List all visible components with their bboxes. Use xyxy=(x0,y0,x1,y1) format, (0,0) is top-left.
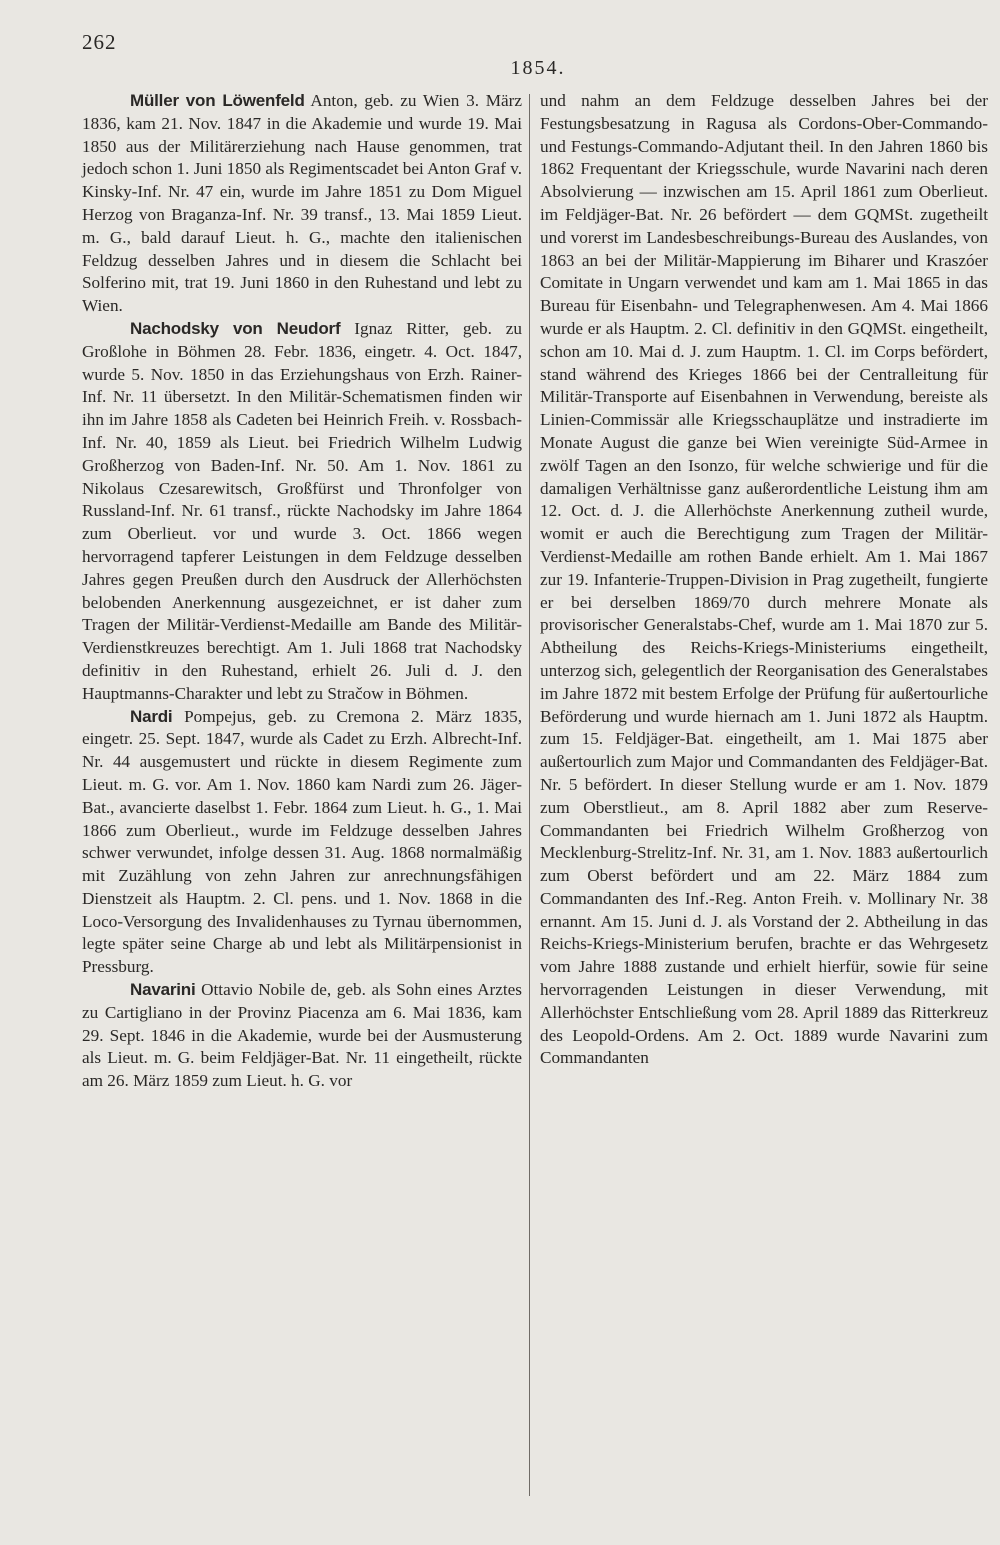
page-number: 262 xyxy=(82,30,117,54)
entry-text: Ottavio Nobile de, geb. als Sohn eines Arztes zu Cartigliano in der Provinz Piacenza am 6. Mai 1836, kam 29. Sept. 1846 in die Akademie, wurde bei der Ausmusterung als Lieut. m. G. beim Feldjäger-Bat. Nr. 11 eingetheilt, rückte am 26. März 1859 zum Lieut. h. G. vor xyxy=(82,980,522,1091)
entry-text: Pompejus, geb. zu Cremona 2. März 1835, eingetr. 25. Sept. 1847, wurde als Cadet zu Erzh. Albrecht-Inf. Nr. 44 ausgemustert und rückte in diesem Regimente zum Lieut. m. G. vor. Am 1. Nov. 1860 kam Nardi zum 26. Jäger-Bat., avancierte daselbst 1. Febr. 1864 zum Lieut. h. G., 1. Mai 1866 zum Oberlieut., wurde im Feldzuge desselben Jahres schwer verwundet, infolge dessen 31. Aug. 1868 normalmäßig mit Zuzählung von zehn Jahren zur anrechnungsfähigen Dienstzeit als Hauptm. 2. Cl. pens. und 1. Nov. 1868 in die Loco-Versorgung des Invalidenhauses zu Tyrnau übernommen, legte später seine Charge ab und lebt als Militärpensionist in Pressburg. xyxy=(82,706,522,977)
entry-navarini xyxy=(82,979,522,1093)
running-head-year: 1854. xyxy=(510,57,566,79)
entry-name: Nachodsky von Neudorf xyxy=(130,318,341,338)
entry-nachodsky xyxy=(82,318,522,706)
entry-nardi xyxy=(82,706,522,980)
entry-name: Navarini xyxy=(130,980,196,1000)
entry-name: Nardi xyxy=(130,706,173,726)
entry-mueller xyxy=(82,90,522,318)
entry-name: Müller von Löwenfeld xyxy=(130,91,305,110)
left-column xyxy=(82,90,522,1093)
column-divider xyxy=(529,94,530,1496)
entry-text: Anton, geb. zu Wien 3. März 1836, kam 21. Nov. 1847 in die Akademie und wurde 19. Mai 1850 aus der Militärerziehung nach Hause genommen, trat jedoch schon 1. Juni 1850 als Regimentscadet bei Anton Graf v. Kinsky-Inf. Nr. 47 ein, wurde im Jahre 1851 zu Dom Miguel Herzog von Braganza-Inf. Nr. 39 transf., 13. Mai 1859 Lieut. m. G., bald darauf Lieut. h. G., machte den italienischen Feldzug desselben Jahres und in diesem die Schlacht bei Solferino mit, trat 19. Juni 1860 in den Ruhestand und lebt zu Wien. xyxy=(82,91,522,316)
right-column xyxy=(540,90,988,1070)
entry-navarini-continuation: und nahm an dem Feldzuge desselben Jahres bei der Festungsbesatzung in Ragusa als Cordons-Ober-Commando- und Festungs-Commando-Adjutant theil. In den Jahren 1860 bis 1862 Frequentant der Kriegsschule, wurde Navarini nach deren Absolvierung — inzwischen am 15. April 1861 zum Oberlieut. im Feldjäger-Bat. Nr. 26 befördert — dem GQMSt. zugetheilt und vorerst im Landesbeschreibungs-Bureau des Auslandes, von 1863 an bei der Militär-Mappierung im Biharer und Kraszóer Comitate in Ungarn verwendet und kam am 1. Mai 1865 in das Bureau für Eisenbahn- und Telegraphenwesen. Am 4. Mai 1866 wurde er als Hauptm. 2. Cl. definitiv in den GQMSt. eingetheilt, schon am 10. Mai d. J. zum Hauptm. 1. Cl. im Corps befördert, stand während des Krieges 1866 bei der Centralleitung für Militär-Transporte auf Eisenbahnen in Verwendung, bereiste als Linien-Commissär alle Kriegsschauplätze und instradierte im Monate August die ganze bei Wien vereinigte Süd-Armee in zwölf Tagen an den Isonzo, für welche schwierige und für die damaligen Verhältnisse ganz außerordentliche Leistung ihm am 12. Oct. d. J. die Allerhöchste Anerkennung zutheil wurde, womit er auch die Berechtigung zum Tragen der Militär-Verdienst-Medaille am rothen Bande erhielt. Am 1. Mai 1867 zur 19. Infanterie-Truppen-Division in Prag zugetheilt, fungierte er bei derselben 1869/70 durch mehrere Monate als provisorischer Generalstabs-Chef, wurde am 1. Mai 1870 zur 5. Abtheilung des Reichs-Kriegs-Ministeriums eingetheilt, unterzog sich, gelegentlich der Reorganisation des Generalstabes im Jahre 1872 mit bestem Erfolge der Prüfung für außertourliche Beförderung und wurde hiernach am 1. Juni 1872 als Hauptm. zum 15. Feldjäger-Bat. eingetheilt, am 1. Mai 1875 aber außertourlich zum Major und Commandanten des Feldjäger-Bat. Nr. 5 befördert. In dieser Stellung wurde er am 1. Nov. 1879 zum Oberstlieut., am 8. April 1882 aber zum Reserve-Commandanten bei Friedrich Wilhelm Großherzog von Mecklenburg-Strelitz-Inf. Nr. 31, am 1. Nov. 1883 außertourlich zum Oberst befördert und am 22. März 1884 zum Commandanten des Inf.-Reg. Anton Freih. v. Mollinary Nr. 38 ernannt. Am 15. Juni d. J. als Vorstand der 2. Abtheilung in das Reichs-Kriegs-Ministerium berufen, brachte er das Wehrgesetz vom Jahre 1888 zustande und erhielt hierfür, sowie für seine hervorragenden Leistungen in dieser Verwendung, mit Allerhöchster Entschließung vom 28. April 1889 das Ritterkreuz des Leopold-Ordens. Am 2. Oct. 1889 wurde Navarini zum Commandanten xyxy=(540,91,988,1068)
entry-text: Ignaz Ritter, geb. zu Großlohe in Böhmen 28. Febr. 1836, eingetr. 4. Oct. 1847, wurde 5. Nov. 1850 in das Erziehungshaus von Erzh. Rainer-Inf. Nr. 11 übersetzt. In den Militär-Schematismen finden wir ihn im Jahre 1858 als Cadeten bei Heinrich Freih. v. Rossbach-Inf. Nr. 40, 1859 als Lieut. bei Friedrich Wilhelm Ludwig Großherzog von Baden-Inf. Nr. 50. Am 1. Nov. 1861 zu Nikolaus Czesarewitsch, Großfürst und Thronfolger von Russland-Inf. Nr. 61 transf., rückte Nachodsky im Jahre 1864 zum Oberlieut. vor und wurde 3. Oct. 1866 wegen hervorragend tapferer Leistungen in dem Feldzuge desselben Jahres gegen Preußen durch den Ausdruck der Allerhöchsten belobenden Anerkennung ausgezeichnet, er ist daher zum Tragen der Militär-Verdienst-Medaille am Bande des Militär-Verdienstkreuzes berechtigt. Am 1. Juli 1868 trat Nachodsky definitiv in den Ruhestand, erhielt 26. Juli d. J. den Hauptmanns-Charakter und lebt zu Stračow in Böhmen. xyxy=(82,318,522,703)
